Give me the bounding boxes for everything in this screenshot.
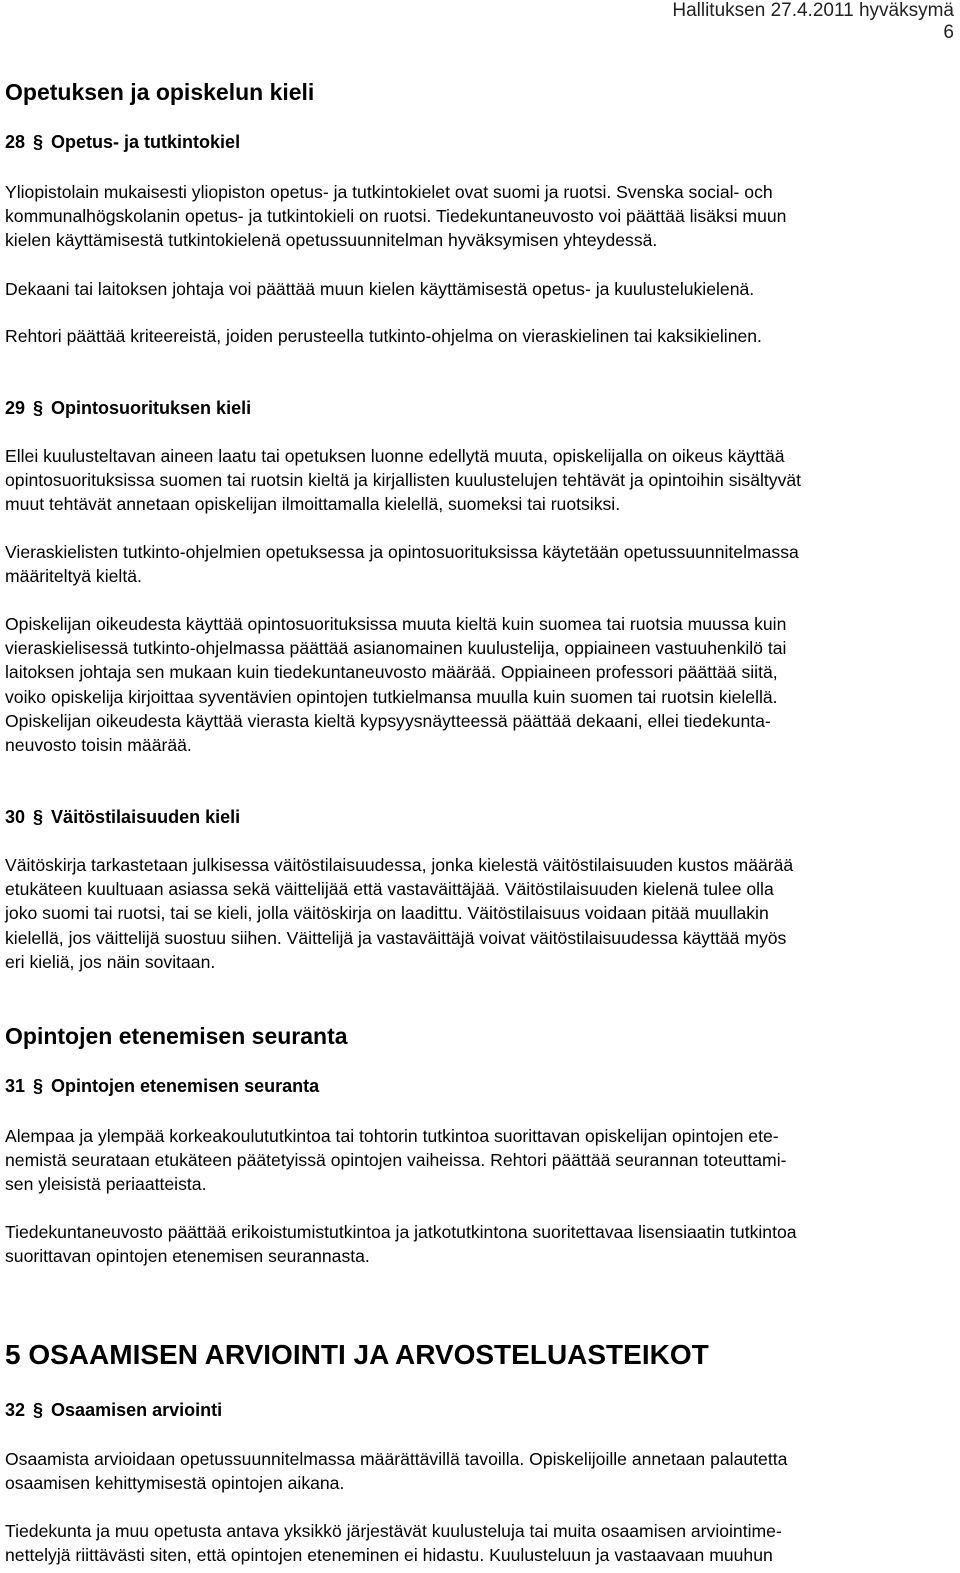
heading-opetuksen-kieli: Opetuksen ja opiskelun kieli [5,79,315,105]
section-29-number: 29 [5,398,26,418]
text-line: etukäteen kuultuaan asiassa sekä väittelijää että vastaväittäjää. Väitöstilaisuuden kielenä tulee olla [5,879,774,900]
section-29-paragraph-2 [5,540,945,588]
section-28-paragraph-1 [5,180,945,253]
section-32-number: 32 [5,1400,26,1420]
text-line: osaamisen kehittymisestä opintojen aikana. [5,1473,345,1494]
section-31-heading [5,1074,945,1098]
section-32-paragraph-2 [5,1519,945,1567]
text-line: suorittavan opintojen etenemisen seurannasta. [5,1246,370,1267]
section-29-paragraph-1 [5,444,945,517]
text-line: voiko opiskelija kirjoittaa syventävien opintojen tutkielmansa muulla kuin suomen tai ruotsin kielellä. [5,686,778,707]
text-line: neuvosto toisin määrää. [5,735,192,756]
section-31-title: Opintojen etenemisen seuranta [51,1076,320,1096]
section-30-symbol: § [33,807,44,827]
text-line: nettelyjä riittävästi siten, että opintojen eteneminen ei hidastu. Kuulusteluun ja vastaavaan muuhun [5,1545,773,1566]
text-line: kielen käyttämisestä tutkintokielenä opetussuunnitelman hyväksymisen yhteydessä. [5,230,658,251]
section-28-heading [5,130,945,154]
section-29-symbol: § [33,398,44,418]
section-32-title: Osaamisen arviointi [51,1400,223,1420]
text-line: Ellei kuulusteltavan aineen laatu tai opetuksen luonne edellytä muuta, opiskelijalla on oikeus käyttää [5,446,785,466]
text-line: määriteltyä kieltä. [5,566,142,587]
section-29-title: Opintosuorituksen kieli [51,398,252,418]
section-28-symbol: § [33,132,44,152]
section-32-symbol: § [33,1400,44,1420]
text-line: eri kieliä, jos näin sovitaan. [5,951,216,972]
text-line: Tiedekuntaneuvosto päättää erikoistumistutkintoa ja jatkotutkintona suoritettavaa lisensiaatin tutkintoa [5,1222,797,1242]
text-line: laitoksen johtaja sen mukaan kuin tiedekuntaneuvosto määrää. Oppiaineen professori päättää siitä, [5,662,778,683]
section-30-heading [5,805,945,829]
text-line: Osaamista arvioidaan opetussuunnitelmassa määrättävillä tavoilla. Opiskelijoille annetaan palautetta [5,1449,788,1469]
text-line: Väitöskirja tarkastetaan julkisessa väitöstilaisuudessa, jonka kielestä väitöstilaisuuden kustos määrää [5,855,794,875]
section-28-number: 28 [5,132,26,152]
section-31-paragraph-2 [5,1220,945,1268]
section-31-paragraph-1 [5,1124,945,1197]
text-line: Rehtori päättää kriteereistä, joiden perusteella tutkinto-ohjelma on vieraskielinen tai kaksikielinen. [5,326,762,346]
text-line: opintosuorituksissa suomen tai ruotsin kieltä ja kirjallisten kuulustelujen tehtävät ja opintoihin sisältyvät [5,470,802,491]
section-28-title: Opetus- ja tutkintokiel [51,132,241,152]
page-header [672,0,954,44]
chapter-5-heading: 5 OSAAMISEN ARVIOINTI JA ARVOSTELUASTEIKOT [5,1339,709,1370]
section-32-heading [5,1398,945,1422]
text-line: vieraskielisessä tutkinto-ohjelmassa päättää asianomainen kuulustelija, oppiaineen vastuuhenkilö tai [5,638,787,659]
section-32-paragraph-1 [5,1447,945,1495]
text-line: joko suomi tai ruotsi, tai se kieli, jolla väitöskirja on laadittu. Väitöstilaisuus voidaan pitää muullakin [5,903,769,924]
text-line: Tiedekunta ja muu opetusta antava yksikkö järjestävät kuulusteluja tai muita osaamisen arviointime- [5,1521,782,1541]
text-line: Opiskelijan oikeudesta käyttää opintosuorituksissa muuta kieltä kuin suomea tai ruotsia muussa kuin [5,614,787,634]
heading-opintojen-seuranta: Opintojen etenemisen seuranta [5,1023,348,1049]
text-line: Opiskelijan oikeudesta käyttää vierasta kieltä kypsyysnäytteessä päättää dekaani, ellei tiedekunta- [5,710,771,731]
section-29-paragraph-3 [5,612,945,757]
header-title: Hallituksen 27.4.2011 hyväksymä [672,0,954,21]
text-line: kommunalhögskolanin opetus- ja tutkintokieli on ruotsi. Tiedekuntaneuvosto voi päättää lisäksi muun [5,206,787,227]
section-29-heading [5,396,945,420]
text-line: Vieraskielisten tutkinto-ohjelmien opetuksessa ja opintosuorituksissa käytetään opetussuunnitelmassa [5,542,799,562]
section-28-paragraph-2 [5,277,945,301]
text-line: nemistä seurataan etukäteen päätetyissä opintojen vaiheissa. Rehtori päättää seurannan toteuttami- [5,1150,787,1171]
section-30-paragraph-1 [5,853,945,974]
page-number: 6 [943,22,954,43]
section-30-title: Väitöstilaisuuden kieli [51,807,241,827]
section-30-number: 30 [5,807,26,827]
text-line: muut tehtävät annetaan opiskelijan ilmoittamalla kielellä, suomeksi tai ruotsiksi. [5,494,621,515]
text-line: sen yleisistä periaatteista. [5,1174,207,1195]
text-line: kielellä, jos väittelijä suostuu siihen. Väittelijä ja vastaväittäjä voivat väitöstilaisuudessa käyttää myös [5,927,787,948]
section-31-number: 31 [5,1076,26,1096]
section-31-symbol: § [33,1076,44,1096]
text-line: Alempaa ja ylempää korkeakoulututkintoa tai tohtorin tutkintoa suorittavan opiskelijan opintojen ete- [5,1126,779,1146]
text-line: Dekaani tai laitoksen johtaja voi päättää muun kielen käyttämisestä opetus- ja kuulustelukielenä. [5,279,755,299]
text-line: Yliopistolain mukaisesti yliopiston opetus- ja tutkintokielet ovat suomi ja ruotsi. Svenska social- och [5,182,773,202]
section-28-paragraph-3 [5,324,945,348]
